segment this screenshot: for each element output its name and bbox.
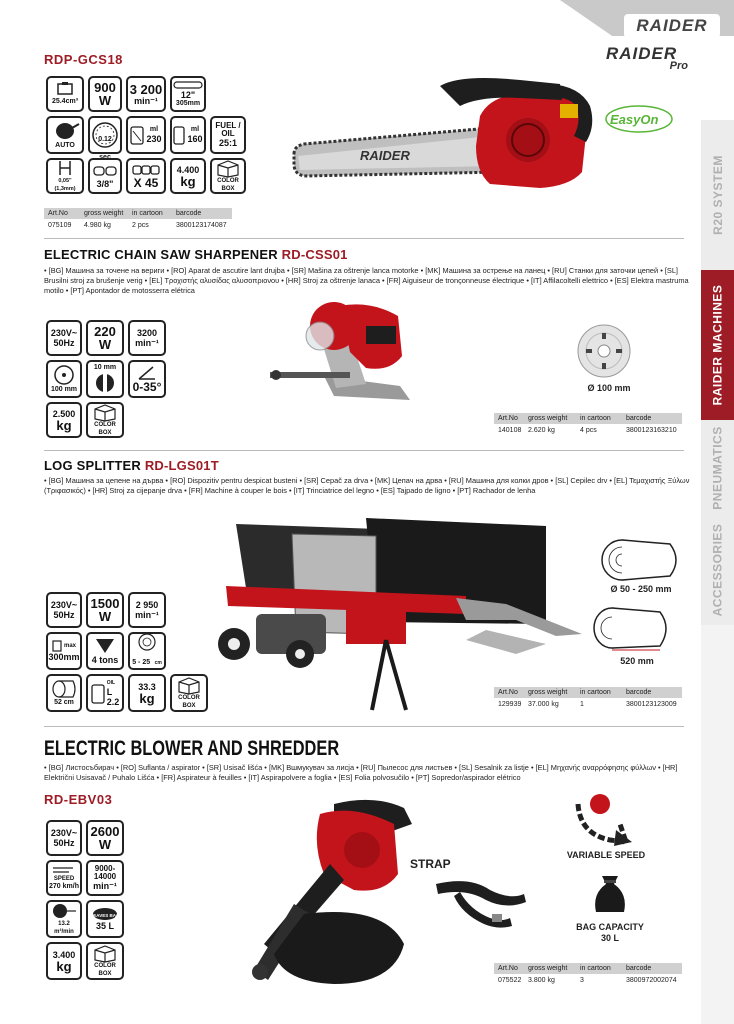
section-divider bbox=[44, 726, 684, 727]
sharpener-image bbox=[270, 296, 420, 416]
spec-bag-volume: LEAVES BAG 35 L bbox=[86, 900, 124, 938]
spec-power: 2600 W bbox=[86, 820, 124, 856]
spec-air-volume: 13.2 m³/min bbox=[46, 900, 82, 938]
spec-angle: 0-35° bbox=[128, 360, 166, 398]
bag-capacity-label: BAG CAPACITY 30 L bbox=[576, 922, 644, 943]
spec-voltage: 230V~ 50Hz bbox=[46, 592, 82, 628]
splitter-title: LOG SPLITTER RD-LGS01T bbox=[44, 458, 219, 473]
spec-power: 900 W bbox=[88, 76, 122, 112]
log-length-icon bbox=[52, 640, 62, 652]
splitter-model: RD-LGS01T bbox=[144, 458, 219, 473]
spec-fuel-tank: ml 230 bbox=[126, 116, 166, 154]
sharpener-title: ELECTRIC CHAIN SAW SHARPENER RD-CSS01 bbox=[44, 247, 348, 262]
spec-max-length: max 300mm bbox=[46, 632, 82, 670]
log-end-icon bbox=[136, 633, 158, 651]
disc-width-icon bbox=[93, 372, 117, 394]
spec-log-size: 52 cm bbox=[46, 674, 82, 712]
section-divider bbox=[44, 450, 684, 451]
blower-image bbox=[234, 794, 414, 984]
spec-air-speed: SPEED 270 km/h bbox=[46, 860, 82, 896]
spec-bar-length: 12" 305mm bbox=[170, 76, 206, 112]
log-diameter-image bbox=[598, 538, 682, 582]
chain-pitch-icon bbox=[92, 163, 118, 179]
spec-rpm: 9000-14000 min⁻¹ bbox=[86, 860, 124, 896]
chainsaw-info-table bbox=[44, 208, 232, 231]
spec-chain-pitch: 3/8" bbox=[88, 158, 122, 194]
spec-chain-brake: 0.12 bbox=[88, 116, 122, 154]
oil-can-icon bbox=[50, 120, 80, 142]
table-header: Art.No gross weight in cartoon barcode bbox=[44, 208, 232, 219]
tab-pneumatics[interactable]: PNEUMATICS bbox=[701, 420, 734, 515]
sidebar-strip bbox=[701, 625, 734, 1024]
oil-tank-icon bbox=[91, 681, 105, 705]
disc-diameter-caption: Ø 100 mm bbox=[587, 383, 631, 393]
spec-speed: 3 200 min⁻¹ bbox=[126, 76, 166, 112]
spec-oil-tank: ml 160 bbox=[170, 116, 206, 154]
strap-image bbox=[430, 870, 530, 930]
sharpener-description: • [BG] Машина за точене на вериги • [RO] Aparat de ascutire lant drujba • [SR] Mašina za oštrenje lanca motorke • [MK] Машина за острење на ланец • [RU] Станки для заточки цепей • [SL] Brusilni stroj za brušenje verig • [EL] Τροχιστής αλυσίδας αλυσοπριονου • [HR] Stroj za oštrenje lanaca • [FR] Aiguiseur de tronçonneuse électrique • [IT] Affilacoltelli elettrico • [ES] Elektra mastruma motilo • [PT] Apontador de motosserra elétrica bbox=[44, 266, 689, 295]
spec-oil-volume: OIL L 2.2 bbox=[86, 674, 124, 712]
spec-weight: 2.500 kg bbox=[46, 402, 82, 438]
category-sidebar bbox=[701, 40, 734, 1024]
blower-description: • [BG] Листосъбирач • [RO] Suflanta / aspirator • [SR] Usisač lišća • [MK] Вшмукувач за лисја • [RU] Пылесос для листьев • [SL] Sesalnik za listje • [EL] Μηχανής αναρρόφησης φύλλων • [HR] Električni Usisavač / Puhalo Lišća • [FR] Aspirateur à feuilles • [IT] Aspirapolvere a foglia • [ES] Folia polvosuĉilo • [PT] Sopredor/aspirador elétrico bbox=[44, 763, 678, 782]
blower-info-table bbox=[494, 963, 682, 986]
log-diameter-caption: Ø 50 - 250 mm bbox=[610, 584, 672, 594]
spec-color-box: COLOR BOX bbox=[170, 674, 208, 712]
table-header: Art.No gross weight in cartoon barcode bbox=[494, 963, 682, 974]
spec-power: 1500 W bbox=[86, 592, 124, 628]
variable-speed-icon bbox=[570, 784, 634, 846]
spec-color-box: COLOR BOX bbox=[210, 158, 246, 194]
spec-speed: 3200 min⁻¹ bbox=[128, 320, 166, 356]
spec-split-force: 4 tons bbox=[86, 632, 124, 670]
spec-chain-links: X 45 bbox=[126, 158, 166, 194]
raider-pro-logo: RAIDER Pro bbox=[606, 44, 688, 72]
spec-weight: 3.400 kg bbox=[46, 942, 82, 980]
spec-color-box: COLOR BOX bbox=[86, 942, 124, 980]
box-icon bbox=[92, 944, 118, 962]
table-header: Art.No gross weight in cartoon barcode bbox=[494, 413, 682, 424]
spec-disc-diameter: 100 mm bbox=[46, 360, 82, 398]
spec-weight: 33.3 kg bbox=[128, 674, 166, 712]
table-row: 129939 37.000 kg 1 3800123123009 bbox=[498, 700, 677, 708]
angle-icon bbox=[135, 365, 159, 381]
box-icon bbox=[92, 403, 118, 421]
log-splitter-image bbox=[216, 514, 582, 714]
bag-capacity-icon bbox=[592, 872, 628, 916]
oil-tank-icon bbox=[173, 124, 185, 146]
table-row: 140108 2.620 kg 4 pcs 3800123163210 bbox=[498, 426, 677, 434]
air-speed-icon bbox=[51, 865, 77, 875]
box-icon bbox=[215, 159, 241, 177]
tab-raider-machines[interactable]: RAIDER MACHINES bbox=[701, 270, 734, 420]
fuel-tank-icon bbox=[130, 124, 144, 146]
spec-auto-oil: AUTO bbox=[46, 116, 84, 154]
blower-model: RD-EBV03 bbox=[44, 792, 113, 807]
chainsaw-image bbox=[290, 76, 602, 200]
splitter-info-table bbox=[494, 687, 682, 710]
strap-label: STRAP bbox=[410, 857, 451, 871]
gauge-icon bbox=[52, 159, 78, 177]
table-header: Art.No gross weight in cartoon barcode bbox=[494, 687, 682, 698]
table-row: 075109 4.980 kg 2 pcs 3800123174087 bbox=[48, 221, 227, 229]
engine-icon bbox=[52, 82, 78, 98]
grinding-disc-image bbox=[576, 323, 632, 379]
spec-power: 220 W bbox=[86, 320, 124, 356]
spec-weight: 4.400 kg bbox=[170, 158, 206, 194]
spec-speed: 2 950 min⁻¹ bbox=[128, 592, 166, 628]
spec-chain-gauge: 0,05"(1,3mm) bbox=[46, 158, 84, 194]
log-length-image bbox=[592, 604, 676, 652]
spec-color-box: COLOR BOX bbox=[86, 402, 124, 438]
variable-speed-label: VARIABLE SPEED bbox=[566, 850, 646, 860]
sharpener-model: RD-CSS01 bbox=[281, 247, 348, 262]
splitter-description: • [BG] Машина за цепене на дърва • [RO] Dispozitiv pentru despicat busteni • [SR] Cepač za drva • [MK] Цепач на дрва • [RU] Машина для колки дров • [SL] Cepilec drv • [EL] Τεμαχιστής Ξύλων (Τριφασικός) • [HR] Stroj za cijepanje drva • [FR] Machine à couper le bois • [IT] Trinciatrice del legno • [ES] Tajpado de ligno • [PT] Rachador de lenha bbox=[44, 476, 690, 495]
spec-voltage: 230V~ 50Hz bbox=[46, 820, 82, 856]
force-icon bbox=[94, 637, 116, 655]
spec-voltage: 230V~ 50Hz bbox=[46, 320, 82, 356]
disc-icon bbox=[52, 364, 76, 386]
blower-title: ELECTRIC BLOWER AND SHREDDER bbox=[44, 737, 340, 760]
tab-r20-system[interactable]: R20 SYSTEM bbox=[701, 120, 734, 270]
easyon-logo: EasyOn bbox=[604, 104, 674, 134]
log-length-caption: 520 mm bbox=[620, 656, 654, 666]
section-divider bbox=[44, 238, 684, 239]
tab-accessories[interactable]: ACCESSORIES bbox=[701, 515, 734, 625]
spec-log-diameter: 5 - 25 cm bbox=[128, 632, 166, 670]
sharpener-info-table bbox=[494, 413, 682, 436]
bar-icon bbox=[173, 80, 203, 90]
spec-displacement: 25.4cm³ bbox=[46, 76, 84, 112]
raider-logo: RAIDER bbox=[624, 14, 720, 38]
svg-text:RAIDER: RAIDER bbox=[360, 148, 410, 163]
chainsaw-model: RDP-GCS18 bbox=[44, 52, 123, 67]
chain-links-icon bbox=[131, 163, 161, 177]
log-icon bbox=[51, 679, 77, 699]
box-icon bbox=[176, 676, 202, 694]
spec-fuel-mix: FUEL / OIL 25:1 bbox=[210, 116, 246, 154]
air-volume-icon bbox=[51, 902, 77, 920]
spec-disc-width: 10 mm bbox=[86, 360, 124, 398]
table-row: 075522 3.800 kg 3 3800972002074 bbox=[498, 976, 677, 984]
